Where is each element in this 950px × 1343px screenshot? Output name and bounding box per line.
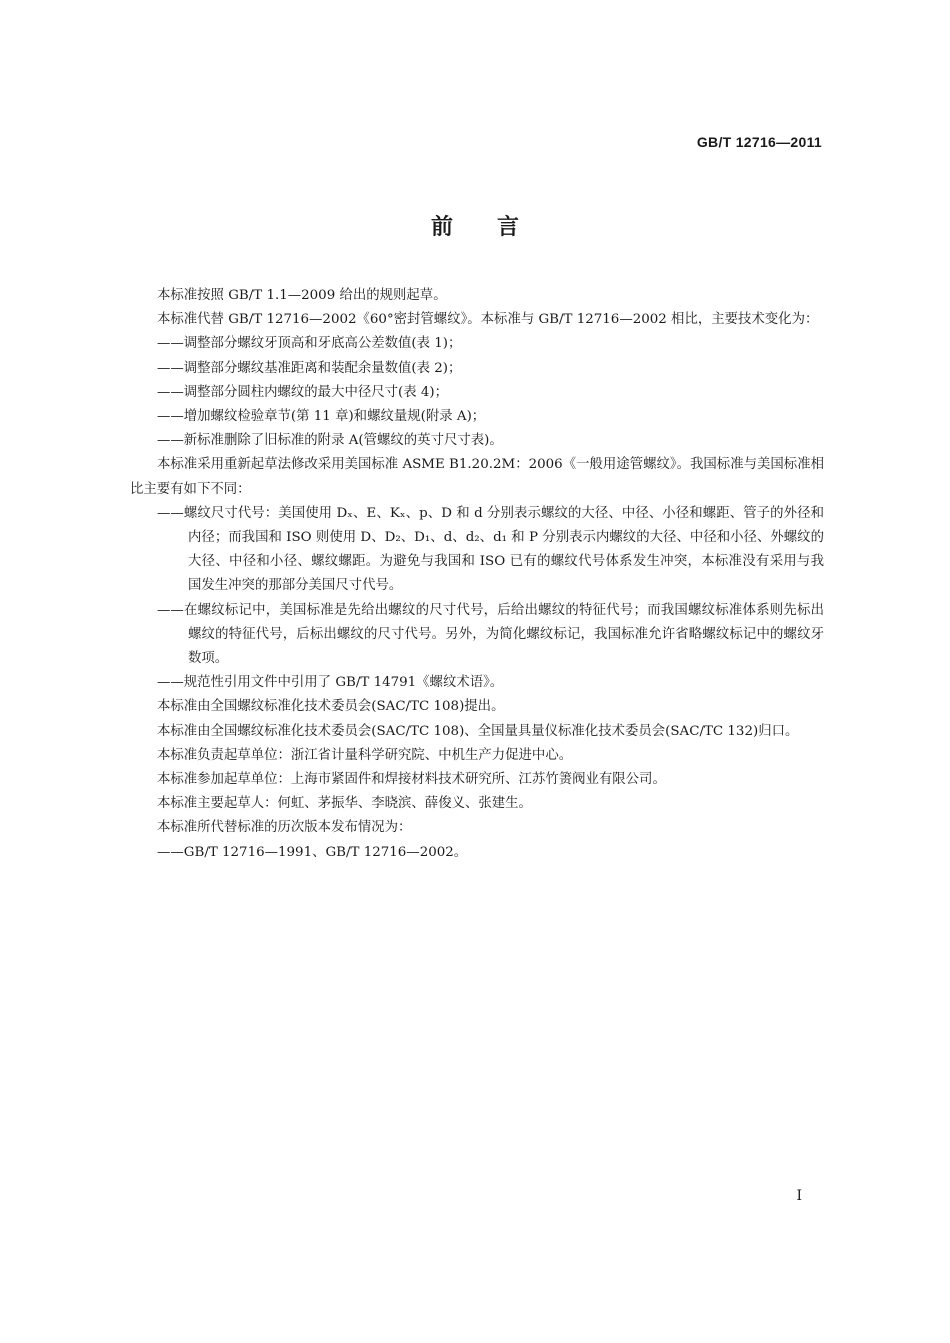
paragraph: 本标准负责起草单位：浙江省计量科学研究院、中机生产力促进中心。 xyxy=(157,747,573,763)
foreword-body xyxy=(130,284,824,865)
paragraph: 本标准主要起草人：何虹、茅振华、李晓滨、薛俊义、张建生。 xyxy=(157,796,532,812)
list-item: ——在螺纹标记中，美国标准是先给出螺纹的尺寸代号，后给出螺纹的特征代号；而我国螺纹标准体系则先标出螺纹的特征代号，后标出螺纹的尺寸代号。另外，为简化螺纹标记，我国标准允许省略螺纹标记中的螺纹牙数项。 xyxy=(157,602,824,667)
list-item: ——GB/T 12716—1991、GB/T 12716—2002。 xyxy=(157,844,468,860)
list-item: ——调整部分螺纹基准距离和装配余量数值(表 2)； xyxy=(157,360,462,376)
page-number: I xyxy=(796,1188,802,1204)
paragraph: 本标准按照 GB/T 1.1—2009 给出的规则起草。 xyxy=(157,288,447,303)
paragraph: 本标准由全国螺纹标准化技术委员会(SAC/TC 108)、全国量具量仪标准化技术委员会(SAC/TC 132)归口。 xyxy=(157,723,799,739)
paragraph: 本标准代替 GB/T 12716—2002《60°密封管螺纹》。本标准与 GB/T 12716—2002 相比，主要技术变化为： xyxy=(157,312,819,328)
paragraph: 本标准采用重新起草法修改采用美国标准 ASME B1.20.2M：2006《一般用途管螺纹》。我国标准与美国标准相比主要有如下不同： xyxy=(130,457,824,497)
page-title: 前言 xyxy=(430,215,563,240)
list-item: ——新标准删除了旧标准的附录 A(管螺纹的英寸尺寸表)。 xyxy=(157,433,503,449)
paragraph: 本标准所代替标准的历次版本发布情况为： xyxy=(157,820,412,836)
list-item: ——调整部分圆柱内螺纹的最大中径尺寸(表 4)； xyxy=(157,384,449,400)
list-item: ——调整部分螺纹牙顶高和牙底高公差数值(表 1)； xyxy=(157,336,462,352)
list-item: ——增加螺纹检验章节(第 11 章)和螺纹量规(附录 A)； xyxy=(157,409,486,425)
list-item: ——规范性引用文件中引用了 GB/T 14791《螺纹术语》。 xyxy=(157,675,504,691)
list-item: ——螺纹尺寸代号：美国使用 Dₓ、E、Kₓ、p、D 和 d 分别表示螺纹的大径、中径、小径和螺距、管子的外径和内径；而我国和 ISO 则使用 D、D₂、D₁、d、d₂、d₁ 和 P 分别表示内螺纹的大径、中径和小径、外螺纹的大径、中径和小径、螺纹螺距。为避免与我国和 ISO 已有的螺纹代号体系发生冲突，本标准没有采用与我国发生冲突的那部分美国尺寸代号。 xyxy=(157,505,824,594)
standard-code: GB/T 12716—2011 xyxy=(696,134,822,150)
paragraph: 本标准由全国螺纹标准化技术委员会(SAC/TC 108)提出。 xyxy=(157,699,505,715)
paragraph: 本标准参加起草单位：上海市紧固件和焊接材料技术研究所、江苏竹箦阀业有限公司。 xyxy=(157,772,666,788)
